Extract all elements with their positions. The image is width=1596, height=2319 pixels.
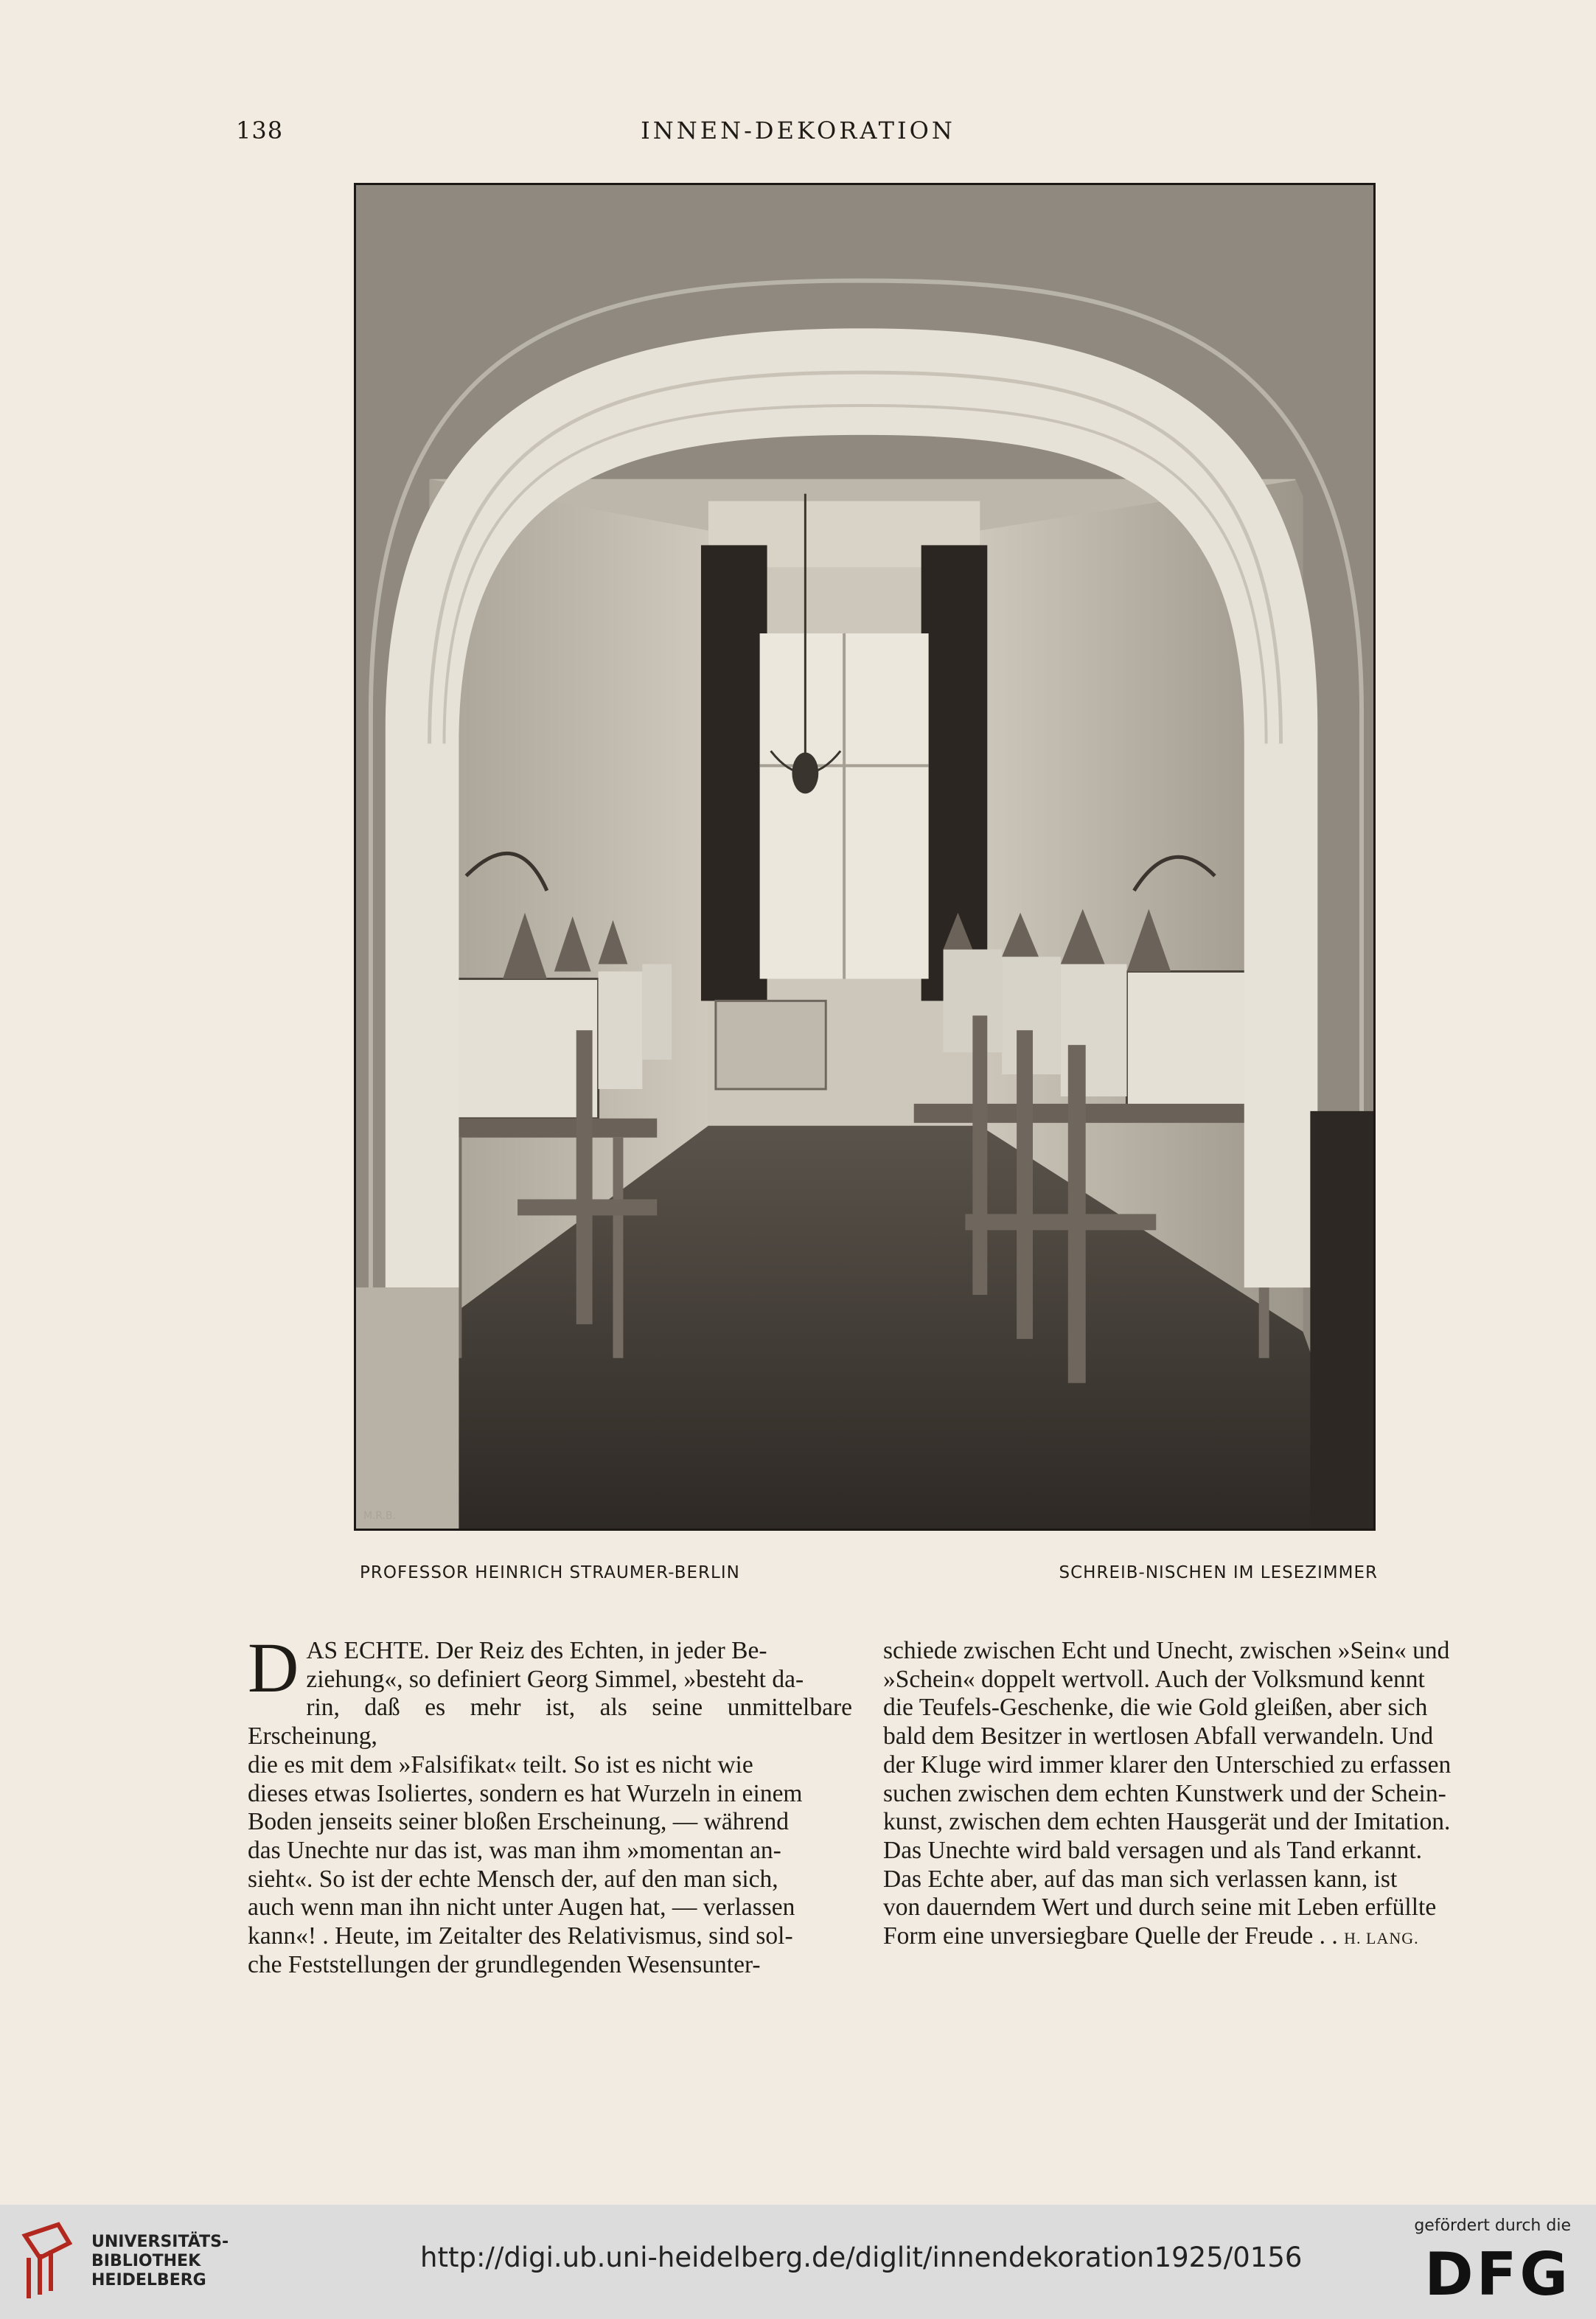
article-column-left [248, 1628, 852, 1979]
photo-credit-caption: PROFESSOR HEINRICH STRAUMER-BERLIN [360, 1563, 740, 1582]
photo-monogram: M.R.B. [363, 1510, 397, 1523]
article-author: H. LANG. [1344, 1929, 1419, 1948]
photo-title-caption: SCHREIB-NISCHEN IM LESEZIMMER [1059, 1563, 1378, 1582]
interior-photograph [354, 183, 1376, 1531]
article-right-text: schiede zwischen Echt und Unecht, zwischen »Sein« und »Schein« doppelt wertvoll. Auch der Volksmund kennt die Teufels-Geschenke, die wie Gold gleißen, aber sich bald dem Besitzer in wertlosen Abfall verwandeln. Und der Kluge wird immer klarer den Unterschied zu erfassen suchen zwischen dem echten Kunstwerk und der Schein- kunst, zwischen dem echten Hausgerät und der Imitation. Das Unechte wird bald versagen und als Tand erkannt. Das Echte aber, auf das man sich verlassen kann, ist von dauerndem Wert und durch seine mit Leben erfüllte Form eine unversiegbare Quelle der Freude . . [883, 1637, 1452, 1950]
funded-by-label: gefördert durch die [1414, 2217, 1571, 2235]
page-number: 138 [236, 117, 284, 145]
article-left-text: AS ECHTE. Der Reiz des Echten, in jeder Be- ziehung«, so definiert Georg Simmel, »besteht da- rin, daß es mehr ist, als seine unmittelbare Erscheinung, die es mit dem »Falsifikat« teilt. So ist es nicht wie dieses etwas Isoliertes, sondern es hat Wurzeln in einem Boden jenseits seiner bloßen Erscheinung, — während das Unechte nur das ist, was man ihm »momentan an- sieht«. So ist der echte Mensch der, auf den man sich, auch wenn man ihn nicht unter Augen hat, — verlassen kann«! . Heute, im Zeitalter des Relativismus, sind sol- che Feststellungen der grundlegenden Wesensunter- [248, 1637, 852, 1978]
library-logo-icon [18, 2221, 77, 2302]
dfg-logo: DFG [1424, 2240, 1571, 2309]
drop-cap: D [248, 1628, 299, 1707]
library-name: UNIVERSITÄTS- BIBLIOTHEK HEIDELBERG [91, 2233, 229, 2290]
source-url[interactable]: http://digi.ub.uni-heidelberg.de/diglit/innendekoration1925/0156 [420, 2242, 1303, 2273]
photograph-icon [356, 185, 1373, 1529]
digitization-footer [0, 2205, 1596, 2319]
running-title: INNEN-DEKORATION [641, 117, 955, 145]
article-column-right [883, 1637, 1488, 1953]
